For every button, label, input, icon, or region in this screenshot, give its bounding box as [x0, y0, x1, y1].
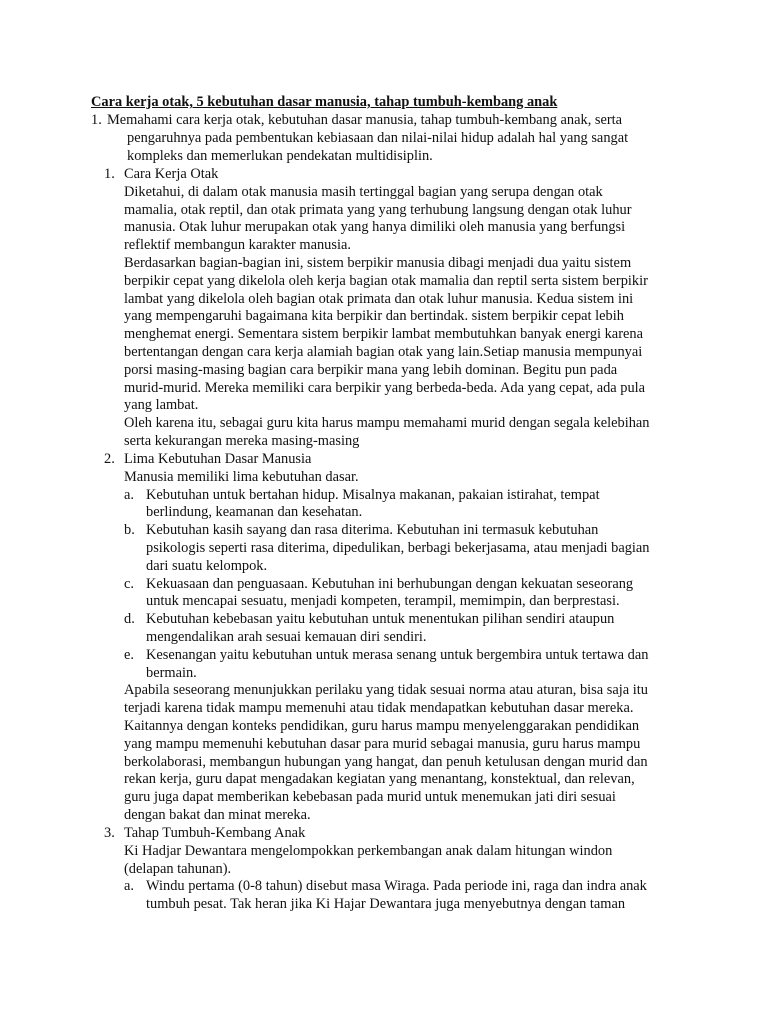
paragraph [104, 682, 704, 824]
text-line: berkolaborasi, membangun hubungan yang hangat, dan penuh ketulusan dengan murid dan [124, 753, 648, 770]
list-item [104, 611, 704, 647]
text-line: psikologis seperti rasa diterima, dipedulikan, berbagi bekerjasama, atau menjadi bagian [146, 539, 650, 556]
section-title: Tahap Tumbuh-Kembang Anak [124, 825, 306, 841]
section-lima-kebutuhan [104, 451, 704, 825]
text-line: bertentangan dengan cara kerja alamiah bagian otak yang lain.Setiap manusia mempunyai [124, 343, 643, 360]
text-line: manusia. Otak luhur merupakan otak yang hanya dimiliki oleh manusia yang berfungsi [124, 219, 626, 236]
section-title: Lima Kebutuhan Dasar Manusia [124, 451, 312, 467]
paragraph [104, 415, 704, 451]
paragraph [104, 184, 704, 255]
list-letter: b. [124, 522, 135, 539]
text-line: Ki Hadjar Dewantara mengelompokkan perkembangan anak dalam hitungan windon [124, 842, 613, 859]
section-number: 1. [104, 166, 115, 182]
text-line: Oleh karena itu, sebagai guru kita harus mampu memahami murid dengan segala kelebihan [124, 415, 650, 432]
document-title: Cara kerja otak, 5 kebutuhan dasar manusia, tahap tumbuh-kembang anak [91, 94, 558, 110]
section-cara-kerja-otak [104, 166, 704, 451]
text-line: dengan bakat dan minat mereka. [124, 806, 311, 823]
intro-line: Memahami cara kerja otak, kebutuhan dasar manusia, tahap tumbuh-kembang anak, serta [107, 112, 623, 128]
list-item [104, 576, 704, 612]
section-heading [104, 825, 704, 843]
list-letter: a. [124, 878, 134, 895]
text-line: yang mempengaruhi bagaimana kita berpikir dan bertindak. sistem berpikir cepat lebih [124, 308, 624, 325]
text-line: Kebutuhan untuk bertahan hidup. Misalnya makanan, pakaian istirahat, tempat [146, 486, 600, 503]
list-letter: d. [124, 611, 135, 628]
intro-text [91, 112, 691, 165]
text-line: serta kekurangan mereka masing-masing [124, 432, 360, 449]
list-item [104, 647, 704, 683]
text-line: Manusia memiliki lima kebutuhan dasar. [124, 468, 359, 485]
text-line: berpikir cepat yang dikelola oleh kerja bagian otak mamalia dan reptil serta sistem berpikir [124, 272, 648, 289]
text-line: terjadi karena tidak mampu memenuhi atau tidak mendapatkan kebutuhan dasar mereka. [124, 700, 634, 717]
intro-paragraph [91, 112, 691, 165]
paragraph [104, 843, 704, 879]
text-line: Diketahui, di dalam otak manusia masih tertinggal bagian yang serupa dengan otak [124, 183, 603, 200]
text-line: dari suatu kelompok. [146, 557, 268, 574]
intro-line: kompleks dan memerlukan pendekatan multidisiplin. [127, 147, 433, 164]
text-line: Kaitannya dengan konteks pendidikan, guru harus mampu menyelenggarakan pendidikan [124, 717, 640, 734]
text-line: bermain. [146, 664, 197, 681]
text-line: untuk mencapai sesuatu, menjadi kompeten, terampil, memimpin, dan berprestasi. [146, 593, 620, 610]
section-title: Cara Kerja Otak [124, 166, 219, 182]
list-item [104, 487, 704, 523]
text-line: menghemat energi. Sementara sistem berpikir lambat membutuhkan banyak energi karena [124, 326, 643, 343]
text-line: berlindung, keamanan dan kesehatan. [146, 504, 363, 521]
list-letter: e. [124, 646, 134, 663]
list-item [104, 878, 704, 914]
paragraph [104, 469, 704, 487]
text-line: (delapan tahunan). [124, 860, 232, 877]
section-number: 2. [104, 451, 115, 467]
text-line: lambat yang dikelola oleh bagian otak primata dan otak luhur manusia. Kedua sistem ini [124, 290, 634, 307]
paragraph [104, 255, 704, 415]
text-line: mengendalikan arah sesuai kemauan diri sendiri. [146, 628, 427, 645]
text-line: Kekuasaan dan penguasaan. Kebutuhan ini berhubungan dengan kekuatan seseorang [146, 575, 634, 592]
text-line: rekan kerja, guru dapat mengadakan kegiatan yang menantang, konstektual, dan relevan, [124, 771, 635, 788]
list-letter: a. [124, 486, 134, 503]
list-item [104, 522, 704, 575]
section-number: 3. [104, 825, 115, 841]
text-line: Kesenangan yaitu kebutuhan untuk merasa senang untuk bergembira untuk tertawa dan [146, 646, 649, 663]
text-line: Apabila seseorang menunjukkan perilaku yang tidak sesuai norma atau aturan, bisa saja itu [124, 682, 648, 699]
text-line: yang lambat. [124, 397, 199, 414]
section-heading [104, 451, 704, 469]
text-line: Windu pertama (0-8 tahun) disebut masa Wiraga. Pada periode ini, raga dan indra anak [146, 878, 647, 895]
intro-line: pengaruhnya pada pembentukan kebiasaan dan nilai-nilai hidup adalah hal yang sangat [127, 129, 629, 146]
text-line: mamalia, otak reptil, dan otak primata yang yang terhubung langsung dengan otak luhur [124, 201, 632, 218]
section-heading [104, 166, 704, 184]
intro-number: 1. [91, 112, 102, 128]
text-line: Berdasarkan bagian-bagian ini, sistem berpikir manusia dibagi menjadi dua yaitu sistem [124, 254, 632, 271]
text-line: porsi masing-masing bagian cara berpikir mana yang lebih dominan. Begitu pun pada [124, 361, 618, 378]
text-line: murid-murid. Mereka memiliki cara berpikir yang berbeda-beda. Ada yang cepat, ada pula [124, 379, 646, 396]
section-tumbuh-kembang [104, 825, 704, 914]
text-line: Kebutuhan kebebasan yaitu kebutuhan untuk menentukan pilihan sendiri ataupun [146, 611, 615, 628]
text-line: Kebutuhan kasih sayang dan rasa diterima. Kebutuhan ini termasuk kebutuhan [146, 522, 599, 539]
list-letter: c. [124, 575, 134, 592]
text-line: tumbuh pesat. Tak heran jika Ki Hajar Dewantara juga menyebutnya dengan taman [146, 896, 626, 913]
text-line: yang mampu memenuhi kebutuhan dasar para murid sebagai manusia, guru harus mampu [124, 735, 641, 752]
text-line: reflektif membangun karakter manusia. [124, 237, 351, 254]
text-line: guru juga dapat memberikan kebebasan pada murid untuk menemukan jati diri sesuai [124, 789, 616, 806]
